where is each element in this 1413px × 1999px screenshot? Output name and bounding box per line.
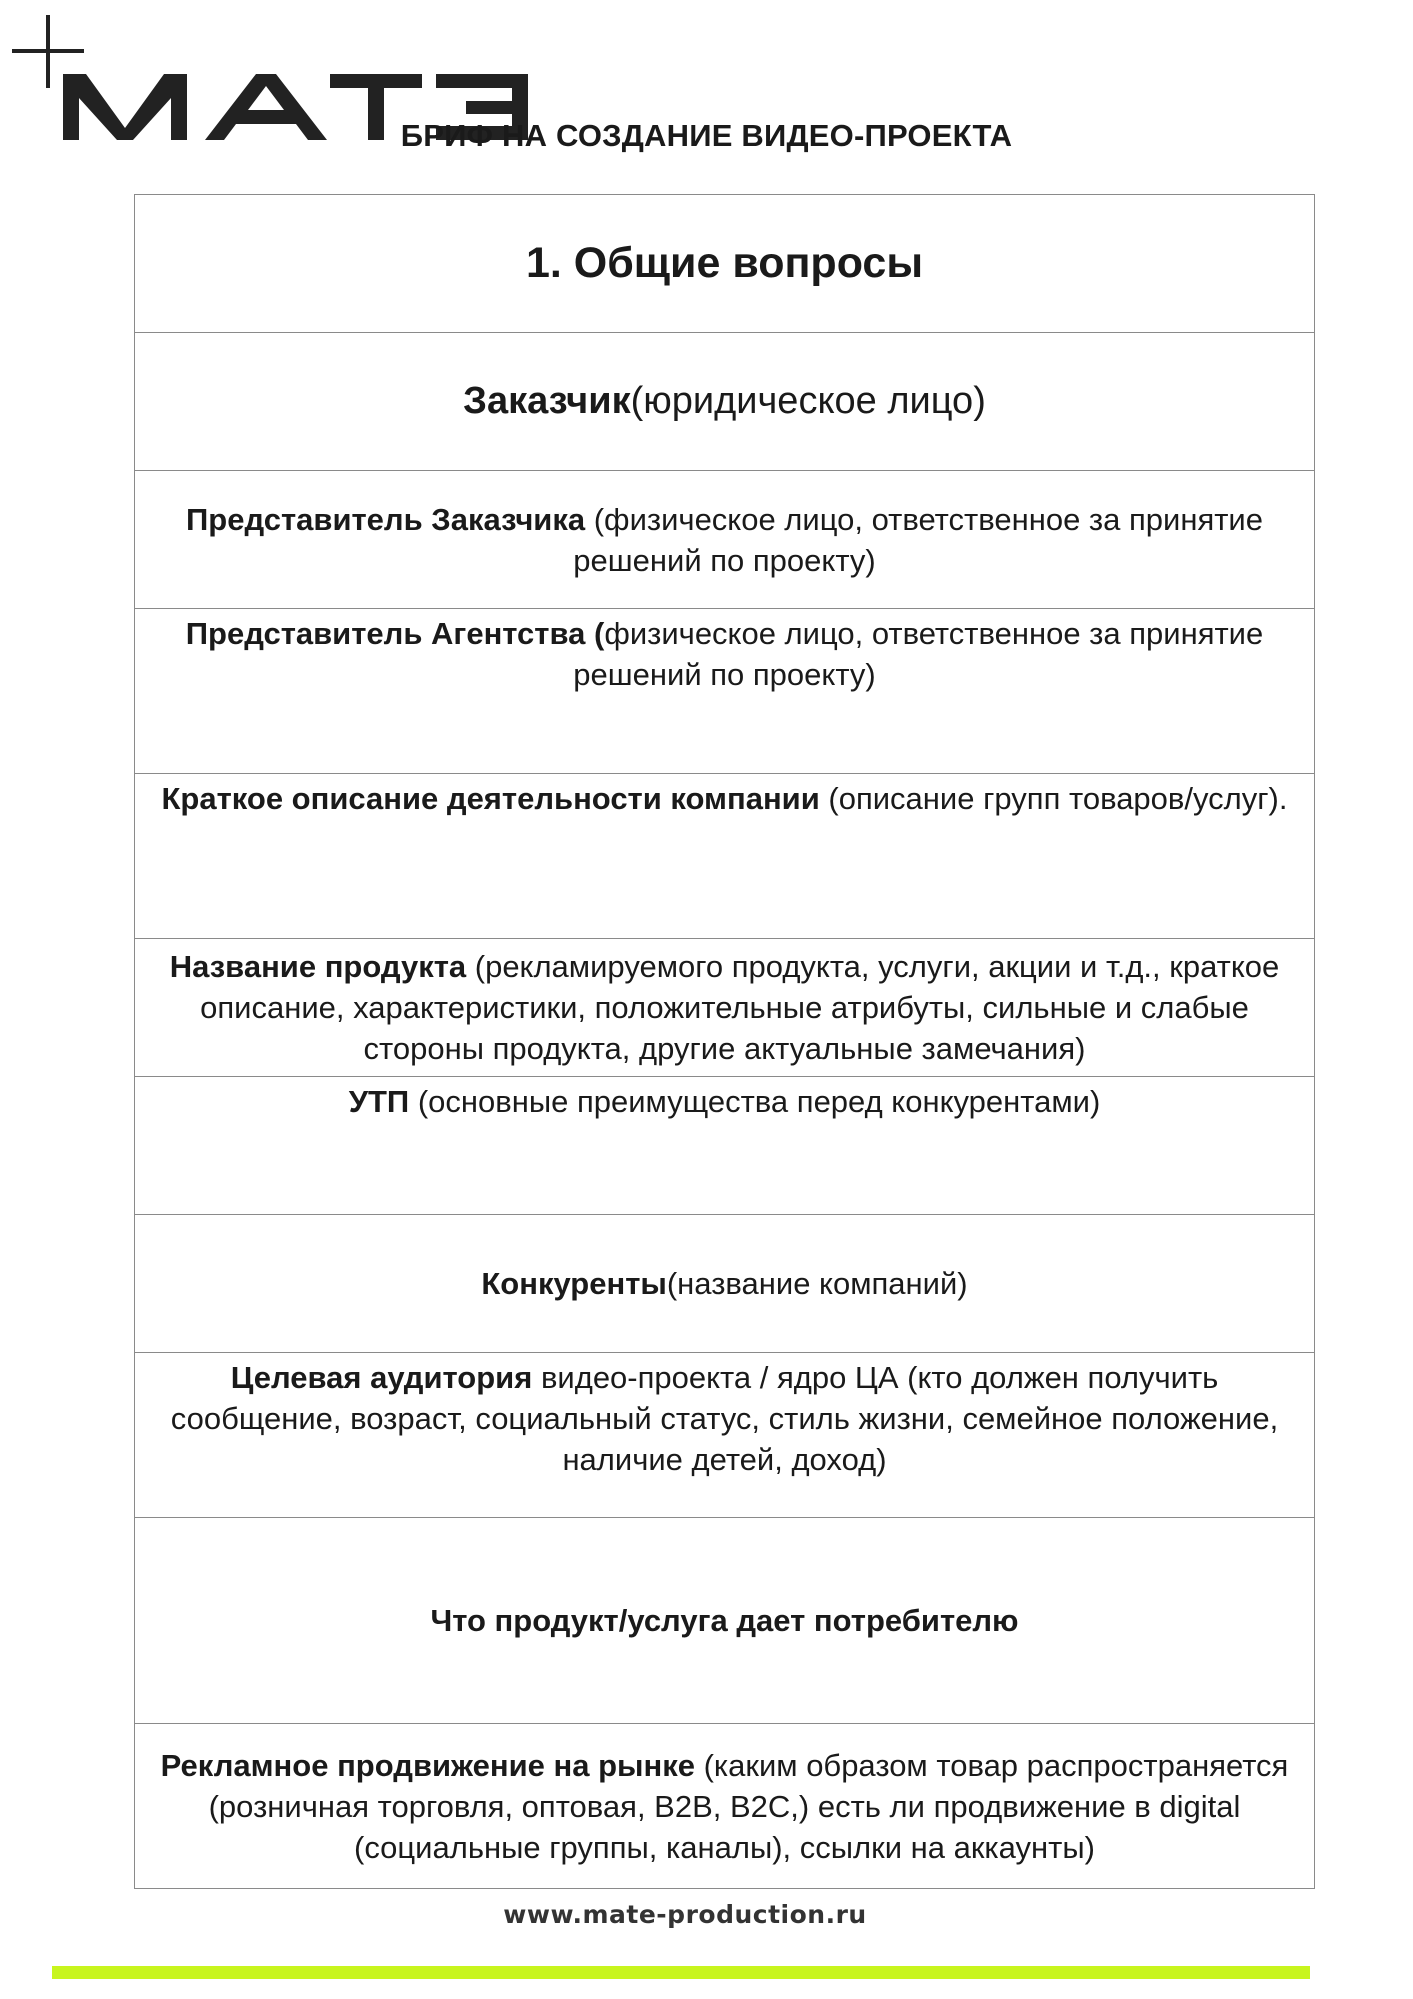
brief-table (134, 194, 1315, 1889)
table-row (135, 1077, 1315, 1215)
question-hint: (рекламируемого продукта, услуги, акции и т.д., краткое описание, характеристики, положительные атрибуты, сильные и слабые стороны продукта, другие актуальные замечания) (200, 949, 1280, 1066)
question-label: Что продукт/услуга дает потребителю (430, 1603, 1019, 1638)
question-label: Название продукта (169, 949, 467, 984)
question-cell (135, 333, 1315, 471)
table-row (135, 774, 1315, 939)
question-hint: (юридическое лицо) (630, 380, 986, 422)
question-label: Заказчик (463, 380, 631, 422)
question-label: Целевая аудитория (230, 1360, 533, 1395)
question-label: Представитель Агентства ( (185, 616, 605, 651)
question-label: Конкуренты (481, 1266, 667, 1301)
question-cell (135, 1215, 1315, 1353)
accent-line (52, 1966, 1310, 1979)
question-hint: (описание групп товаров/услуг). (819, 781, 1288, 816)
section-title: 1. Общие вопросы (135, 195, 1315, 333)
question-label: УТП (348, 1084, 410, 1119)
question-cell (135, 609, 1315, 774)
question-cell (135, 774, 1315, 939)
table-row (135, 333, 1315, 471)
table-row (135, 471, 1315, 609)
question-hint: (каким образом товар распространяется (розничная торговля, оптовая, B2B, B2C,) есть ли продвижение в digital (социальные группы, каналы), ссылки на аккаунты) (208, 1747, 1289, 1865)
table-row (135, 609, 1315, 774)
document-title: БРИФ НА СОЗДАНИЕ ВИДЕО-ПРОЕКТА (400, 118, 1013, 153)
question-hint: видео-проекта / ядро ЦА (кто должен получить сообщение, возраст, социальный статус, стиль жизни, семейное положение, наличие детей, доход) (170, 1360, 1279, 1477)
table-row (135, 195, 1315, 333)
table-row (135, 1724, 1315, 1889)
question-cell (135, 1353, 1315, 1518)
question-label: Краткое описание деятельности компании (161, 781, 820, 816)
table-row (135, 939, 1315, 1077)
footer-url[interactable]: www.mate-production.ru (503, 1900, 867, 1929)
question-cell (135, 471, 1315, 609)
question-hint: физическое лицо, ответственное за принятие решений по проекту) (573, 616, 1264, 692)
question-cell (135, 1077, 1315, 1215)
question-hint: (название компаний) (666, 1266, 968, 1301)
question-cell (135, 1724, 1315, 1889)
table-row (135, 1353, 1315, 1518)
question-hint: (основные преимущества перед конкурентами) (409, 1084, 1101, 1119)
table-row (135, 1215, 1315, 1353)
question-cell (135, 1518, 1315, 1724)
table-row (135, 1518, 1315, 1724)
question-hint: (физическое лицо, ответственное за принятие решений по проекту) (573, 501, 1263, 578)
question-cell (135, 939, 1315, 1077)
question-label: Рекламное продвижение на рынке (160, 1747, 695, 1783)
question-label: Представитель Заказчика (186, 501, 586, 537)
